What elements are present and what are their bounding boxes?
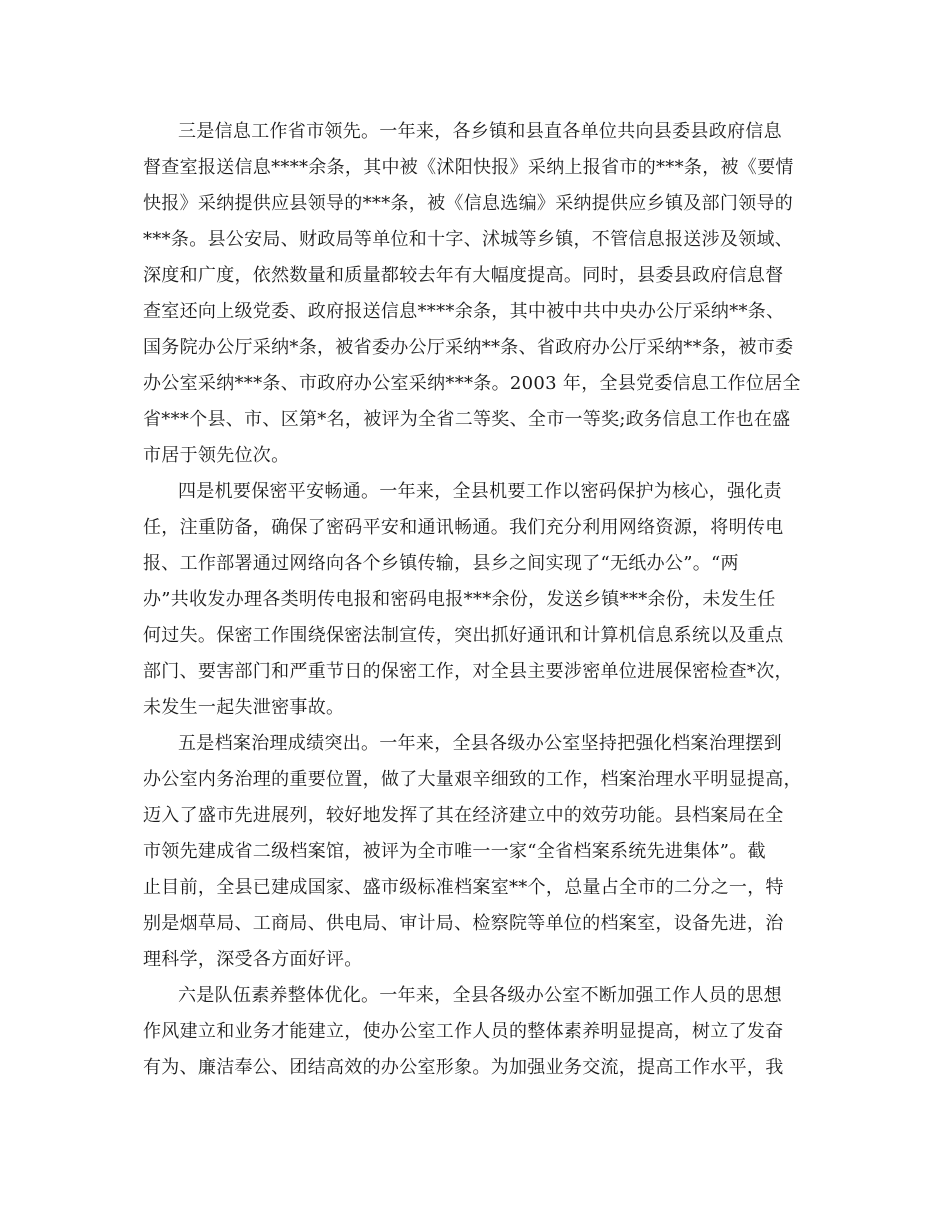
paragraph-4-line-5: 何过失。保密工作围绕保密法制宣传，突出抓好通讯和计算机信息系统以及重点 bbox=[143, 625, 784, 646]
paragraph-5-line-1: 五是档案治理成绩突出。一年来，全县各级办公室坚持把强化档案治理摆到 bbox=[178, 733, 782, 754]
paragraph-4-line-4: 办”共收发办理各类明传电报和密码电报***余份，发送乡镇***余份，未发生任 bbox=[143, 589, 776, 610]
paragraph-3-line-9: 省***个县、市、区第*名，被评为全省二等奖、全市一等奖;政务信息工作也在盛 bbox=[143, 409, 791, 430]
paragraph-5-line-7: 理科学，深受各方面好评。 bbox=[143, 949, 363, 970]
paragraph-3-line-8: 办公室采纳***条、市政府办公室采纳***条。2003 年，全县党委信息工作位居全 bbox=[143, 373, 801, 394]
paragraph-6-line-3: 有为、廉洁奉公、团结高效的办公室形象。为加强业务交流，提高工作水平，我 bbox=[143, 1057, 784, 1078]
paragraph-4-line-3: 报、工作部署通过网络向各个乡镇传输，县乡之间实现了“无纸办公”。“两 bbox=[143, 553, 739, 574]
paragraph-4-line-7: 未发生一起失泄密事故。 bbox=[143, 697, 345, 718]
paragraph-3-line-5: 深度和广度，依然数量和质量都较去年有大幅度提高。同时，县委县政府信息督 bbox=[143, 265, 784, 286]
paragraph-4-line-1: 四是机要保密平安畅通。一年来，全县机要工作以密码保护为核心，强化责 bbox=[178, 481, 782, 502]
paragraph-3-line-7: 国务院办公厅采纳*条，被省委办公厅采纳**条、省政府办公厅采纳**条，被市委 bbox=[143, 337, 794, 358]
paragraph-6-line-1: 六是队伍素养整体优化。一年来，全县各级办公室不断加强工作人员的思想 bbox=[178, 985, 782, 1006]
paragraph-3-line-10: 市居于领先位次。 bbox=[143, 445, 290, 466]
paragraph-3-line-4: ***条。县公安局、财政局等单位和十字、沭城等乡镇，不管信息报送涉及领域、 bbox=[143, 229, 794, 250]
paragraph-3-line-1: 三是信息工作省市领先。一年来，各乡镇和县直各单位共向县委县政府信息 bbox=[178, 121, 782, 142]
paragraph-4-line-6: 部门、要害部门和严重节日的保密工作，对全县主要涉密单位进展保密检查*次， bbox=[143, 661, 793, 682]
paragraph-6-line-2: 作风建立和业务才能建立，使办公室工作人员的整体素养明显提高，树立了发奋 bbox=[143, 1021, 784, 1042]
paragraph-3-line-6: 查室还向上级党委、政府报送信息****余条，其中被中共中央办公厅采纳**条、 bbox=[143, 301, 785, 322]
paragraph-5-line-6: 别是烟草局、工商局、供电局、审计局、检察院等单位的档案室，设备先进，治 bbox=[143, 913, 784, 934]
paragraph-5-line-4: 市领先建成省二级档案馆，被评为全市唯一一家“全省档案系统先进集体”。截 bbox=[143, 841, 766, 862]
paragraph-4-line-2: 任，注重防备，确保了密码平安和通讯畅通。我们充分利用网络资源，将明传电 bbox=[143, 517, 784, 538]
paragraph-3-line-3: 快报》采纳提供应县领导的***条，被《信息选编》采纳提供应乡镇及部门领导的 bbox=[143, 193, 794, 214]
paragraph-3-line-2: 督查室报送信息****余条，其中被《沭阳快报》采纳上报省市的***条，被《要情 bbox=[143, 157, 794, 178]
paragraph-5-line-2: 办公室内务治理的重要位置，做了大量艰辛细致的工作，档案治理水平明显提高， bbox=[143, 769, 802, 790]
paragraph-5-line-3: 迈入了盛市先进展列，较好地发挥了其在经济建立中的效劳功能。县档案局在全 bbox=[143, 805, 784, 826]
paragraph-5-line-5: 止目前，全县已建成国家、盛市级标准档案室**个，总量占全市的二分之一，特 bbox=[143, 877, 784, 898]
